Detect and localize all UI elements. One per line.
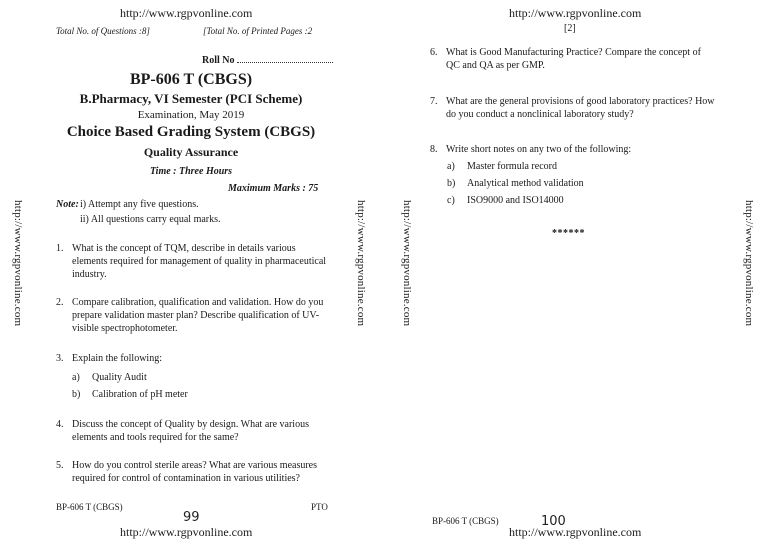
handwritten-page-number: 99 bbox=[183, 510, 200, 525]
question-6 bbox=[430, 46, 716, 72]
handwritten-page-number: 100 bbox=[541, 514, 566, 529]
side-watermark: http://www.rgpvonline.com bbox=[12, 200, 24, 327]
question-2 bbox=[56, 296, 328, 335]
question-number: 4. bbox=[56, 419, 64, 430]
note-2: ii) All questions carry equal marks. bbox=[80, 214, 221, 225]
question-7 bbox=[430, 95, 716, 121]
grading-system: Choice Based Grading System (CBGS) bbox=[66, 124, 316, 140]
roll-no-label: Roll No bbox=[202, 55, 235, 66]
note-label: Note: bbox=[56, 199, 79, 210]
roll-no-line bbox=[237, 54, 333, 63]
question-text: Discuss the concept of Quality by design. What are various elements and tools required for the same? bbox=[72, 419, 309, 443]
question-8-part-a bbox=[447, 161, 557, 172]
question-3-part-b bbox=[72, 389, 188, 400]
header-url: http://www.rgpvonline.com bbox=[509, 6, 642, 20]
question-text: How do you control sterile areas? What are various measures required for control of contamination in various utilities? bbox=[72, 460, 318, 484]
question-number: 1. bbox=[56, 243, 64, 254]
question-text: What are the general provisions of good laboratory practices? How do you conduct a nonclinical laboratory study? bbox=[446, 96, 715, 120]
part-label: a) bbox=[447, 161, 455, 172]
question-number: 8. bbox=[430, 144, 438, 155]
end-of-paper-mark: ****** bbox=[552, 228, 585, 239]
total-questions: Total No. of Questions :8] bbox=[56, 26, 150, 36]
total-pages: [Total No. of Printed Pages :2 bbox=[203, 26, 313, 36]
question-text: Explain the following: bbox=[72, 353, 162, 364]
part-label: b) bbox=[447, 178, 456, 189]
footer-code: BP-606 T (CBGS) bbox=[432, 516, 499, 526]
question-text: Compare calibration, qualification and validation. How do you prepare validation master plan? Describe qualification of UV-visible spectrophotometer. bbox=[72, 297, 324, 334]
question-1 bbox=[56, 242, 328, 281]
part-text: Master formula record bbox=[467, 161, 557, 172]
question-number: 5. bbox=[56, 460, 64, 471]
paper-code: BP-606 T (CBGS) bbox=[129, 71, 253, 88]
program: B.Pharmacy, VI Semester (PCI Scheme) bbox=[79, 91, 303, 106]
subject: Quality Assurance bbox=[143, 145, 239, 159]
question-text: Write short notes on any two of the following: bbox=[446, 144, 632, 155]
part-label: b) bbox=[72, 389, 81, 400]
question-number: 7. bbox=[430, 96, 438, 107]
max-marks: Maximum Marks : 75 bbox=[228, 183, 319, 194]
part-text: ISO9000 and ISO14000 bbox=[467, 195, 564, 206]
roll-no bbox=[202, 54, 333, 66]
part-text: Analytical method validation bbox=[467, 178, 584, 189]
footer-url: http://www.rgpvonline.com bbox=[509, 525, 642, 539]
question-number: 2. bbox=[56, 297, 64, 308]
question-5 bbox=[56, 459, 328, 485]
question-number: 6. bbox=[430, 47, 438, 58]
footer-code: BP-606 T (CBGS) bbox=[56, 502, 123, 512]
question-4 bbox=[56, 418, 328, 444]
side-watermark: http://www.rgpvonline.com bbox=[401, 200, 413, 327]
note-1: i) Attempt any five questions. bbox=[80, 199, 199, 210]
question-text: What is Good Manufacturing Practice? Compare the concept of QC and QA as per GMP. bbox=[446, 47, 701, 71]
side-watermark: http://www.rgpvonline.com bbox=[743, 200, 755, 327]
exam-session: Examination, May 2019 bbox=[137, 109, 245, 121]
question-8-part-c bbox=[447, 195, 564, 206]
part-text: Calibration of pH meter bbox=[92, 389, 188, 400]
part-label: a) bbox=[72, 372, 80, 383]
part-label: c) bbox=[447, 195, 455, 206]
header-url: http://www.rgpvonline.com bbox=[120, 6, 253, 20]
question-8-part-b bbox=[447, 178, 584, 189]
part-text: Quality Audit bbox=[92, 372, 147, 383]
time-allowed: Time : Three Hours bbox=[149, 166, 233, 177]
question-text: What is the concept of TQM, describe in details various elements required for management of quality in pharmaceutical industry. bbox=[72, 243, 327, 280]
question-3 bbox=[56, 352, 328, 365]
page-number: [2] bbox=[564, 23, 576, 34]
question-8 bbox=[430, 143, 716, 156]
footer-pto: PTO bbox=[311, 502, 328, 512]
question-number: 3. bbox=[56, 353, 64, 364]
side-watermark: http://www.rgpvonline.com bbox=[355, 200, 367, 327]
footer-url: http://www.rgpvonline.com bbox=[120, 525, 253, 539]
question-3-part-a bbox=[72, 372, 147, 383]
